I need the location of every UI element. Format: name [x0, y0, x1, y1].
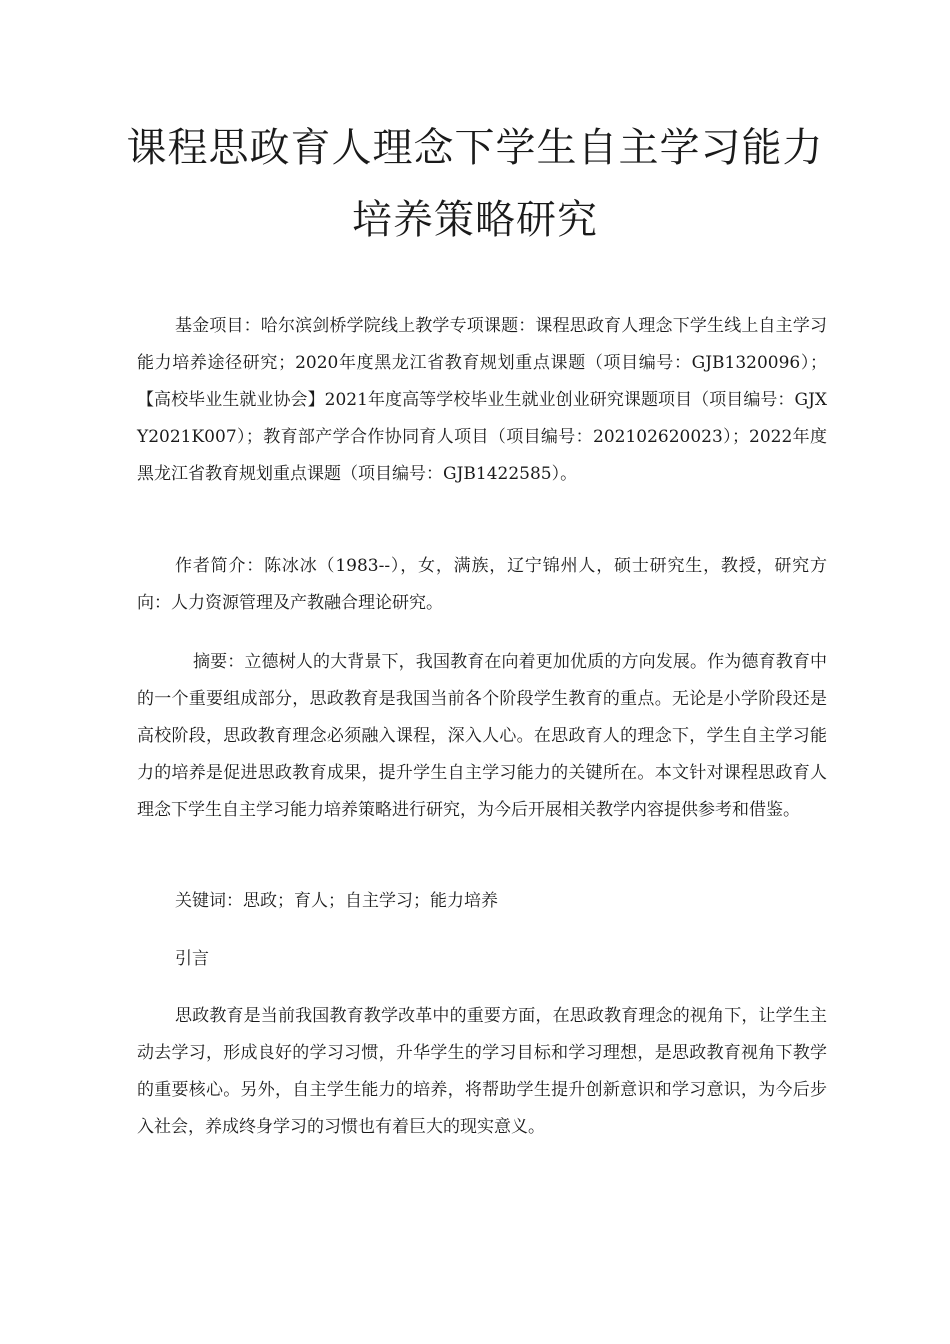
intro-heading: 引言 — [175, 949, 209, 969]
abstract-paragraph: 摘要：立德树人的大背景下，我国教育在向着更加优质的方向发展。作为德育教育中的一个重要组成部分，思政教育是我国当前各个阶段学生教育的重点。无论是小学阶段还是高校阶段，思政教育理念必须融入课程，深入人心。在思政育人的理念下，学生自主学习能力的培养是促进思政教育成果，提升学生自主学习能力的关键所在。本文针对课程思政育人理念下学生自主学习能力培养策略进行研究，为今后开展相关教学内容提供参考和借鉴。 — [137, 652, 827, 820]
author-bio-paragraph: 作者简介：陈冰冰（1983--），女，满族，辽宁锦州人，硕士研究生，教授，研究方向：人力资源管理及产教融合理论研究。 — [137, 556, 827, 613]
paper-title-line-2: 培养策略研究 — [352, 197, 598, 243]
keywords-line: 关键词：思政；育人；自主学习；能力培养 — [175, 891, 498, 911]
fund-project-paragraph: 基金项目：哈尔滨剑桥学院线上教学专项课题：课程思政育人理念下学生线上自主学习能力培养途径研究；2020年度黑龙江省教育规划重点课题（项目编号：GJB1320096）；【高校毕业生就业协会】2021年度高等学校毕业生就业创业研究课题项目（项目编号：GJXY2021K007）；教育部产学合作协同育人项目（项目编号：202102620023）；2022年度黑龙江省教育规划重点课题（项目编号：GJB1422585）。 — [137, 316, 827, 484]
paper-title-line-1: 课程思政育人理念下学生自主学习能力 — [126, 125, 824, 171]
intro-body-paragraph: 思政教育是当前我国教育教学改革中的重要方面，在思政教育理念的视角下，让学生主动去学习，形成良好的学习习惯，升华学生的学习目标和学习理想，是思政教育视角下教学的重要核心。另外，自主学生能力的培养，将帮助学生提升创新意识和学习意识，为今后步入社会，养成终身学习的习惯也有着巨大的现实意义。 — [137, 1006, 827, 1137]
